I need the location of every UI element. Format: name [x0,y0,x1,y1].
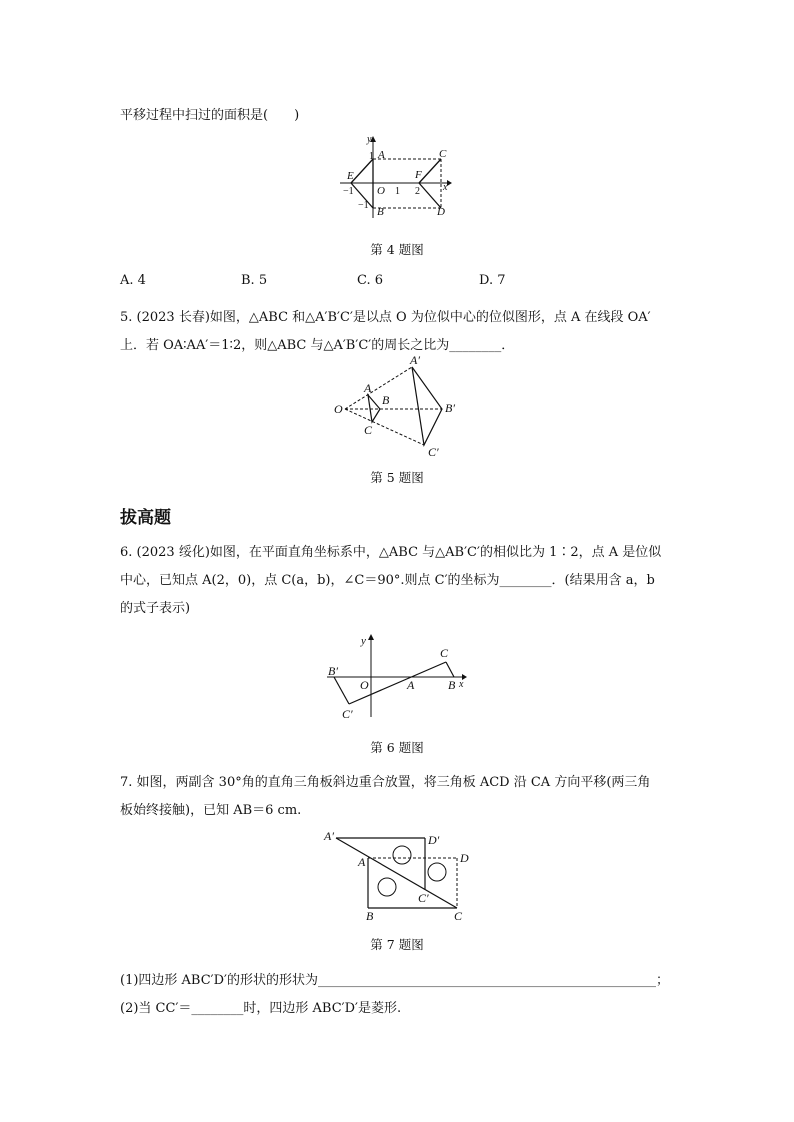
q4-option-a: A. 4 [120,273,146,288]
fig4-tick-x-1: 1 [395,186,400,197]
fig4-label-A: A [378,149,385,161]
q6-caption: 第 6 题图 [370,740,424,755]
q4-option-d: D. 7 [479,273,506,288]
fig4-tick-1: 1 [369,151,374,162]
fig5-label-A: A [364,381,372,395]
q5-line-2: 上．若 OA∶AA′＝1∶2，则△ABC 与△A′B′C′的周长之比为________． [120,338,515,353]
fig6-label-x: x [459,679,464,690]
fig4-label-y: y [367,134,372,145]
fig5-label-B: B [382,393,390,407]
fig4-tick-y-neg1: −1 [358,200,369,211]
fig4-label-C: C [439,148,447,160]
q7-line-1: 7. 如图，两副含 30°角的直角三角板斜边重合放置，将三角板 ACD 沿 CA 方向平移(两三角 [120,775,651,790]
fig7-label-A: A [358,855,366,869]
fig5-label-O: O [334,402,343,416]
q6-line-2: 中心，已知点 A(2，0)，点 C(a，b)，∠C＝90°.则点 C′的坐标为________．(结果用含 a，b [120,573,655,588]
fig7-label-D: D [460,851,469,865]
q4-caption: 第 4 题图 [370,242,424,257]
fig5-label-B-prime: B′ [445,401,455,415]
q4-option-b: B. 5 [241,273,268,288]
fig7-label-C-prime: C′ [418,891,429,905]
figure-5 [330,352,470,460]
fig5-label-C: C [364,423,373,437]
fig7-label-B: B [366,909,374,923]
q4-stem-tail: 平移过程中扫过的面积是( ) [120,108,300,123]
fig4-tick-x-neg1: −1 [343,186,354,197]
fig6-label-B: B [448,678,456,692]
q7-sub-2: (2)当 CC′＝________时，四边形 ABC′D′是菱形. [120,1001,402,1016]
fig6-label-O: O [360,678,369,692]
q5-caption: 第 5 题图 [370,470,424,485]
fig6-label-B-prime: B′ [328,664,338,678]
fig4-tick-x-2: 2 [415,186,420,197]
q7-line-2: 板始终接触)，已知 AB＝6 cm. [120,803,302,818]
q6-line-1: 6. (2023 绥化)如图，在平面直角坐标系中，△ABC 与△AB′C′的相似比为 1∶2，点 A 是位似 [120,545,662,560]
fig7-label-D-prime: D′ [428,833,440,847]
fig7-label-C: C [454,909,463,923]
fig5-label-C-prime: C′ [428,445,439,459]
fig6-label-C: C [440,646,449,660]
figure-6 [322,632,472,722]
fig4-label-O: O [377,185,385,197]
fig6-label-A: A [407,678,415,692]
fig7-label-A-prime: A′ [324,829,334,843]
figure-7 [322,828,472,923]
fig5-label-A-prime: A′ [410,353,420,367]
q4-option-c: C. 6 [357,273,384,288]
section-title: 拔高题 [120,508,171,528]
q5-line-1: 5. (2023 长春)如图，△ABC 和△A′B′C′是以点 O 为位似中心的位似图形，点 A 在线段 OA′ [120,310,651,325]
fig4-label-E: E [347,170,354,182]
fig6-label-y: y [361,635,366,647]
fig4-label-F: F [415,169,422,181]
figure-4 [335,130,465,220]
q6-line-3: 的式子表示) [120,601,191,616]
fig4-label-D: D [437,206,445,218]
fig4-label-B: B [377,206,384,218]
q7-caption: 第 7 题图 [370,937,424,952]
fig4-label-x: x [443,182,448,193]
q7-sub-1: (1)四边形 ABC′D′的形状的形状为____________________________________________________； [120,973,670,988]
fig6-label-C-prime: C′ [342,707,353,721]
